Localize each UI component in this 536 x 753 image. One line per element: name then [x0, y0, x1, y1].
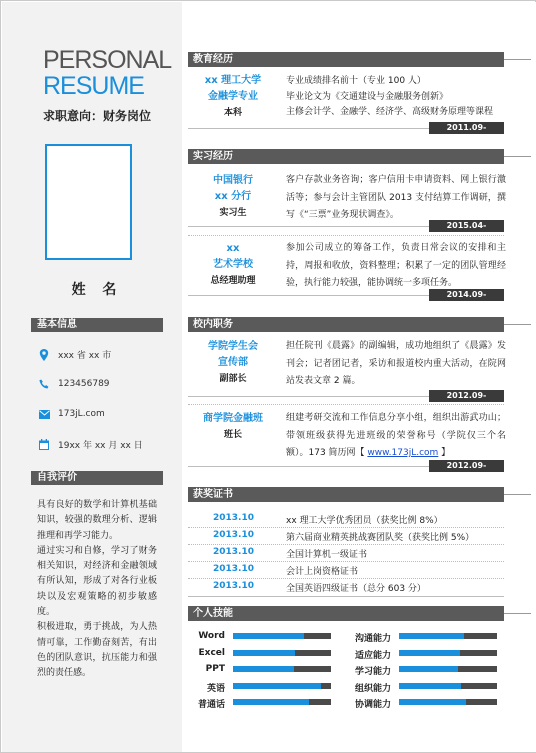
- skill-bar-fill: [233, 683, 321, 689]
- campus-1-date: 2012.09-2014.06: [429, 390, 504, 402]
- award-text: xx 理工大学优秀团员（获奖比例 8%）: [286, 516, 443, 526]
- campus-1-left: [188, 339, 278, 387]
- award-text: 第六届商业精英挑战赛团队奖（获奖比例 5%）: [286, 533, 475, 543]
- campus-2-left: [188, 411, 278, 443]
- person-name: 姓 名: [71, 282, 123, 298]
- internship-2-date: 2014.09-2014.10: [429, 289, 504, 301]
- skill-bar-track: [399, 699, 497, 705]
- internship-1-date: 2015.04-2015.06: [429, 220, 504, 232]
- skill-bar-track: [233, 633, 331, 639]
- dotted-divider: [188, 235, 504, 236]
- skill-bar-track: [233, 650, 331, 656]
- skill-label: 组织能力: [354, 683, 391, 694]
- campus-heading: 校内职务: [188, 317, 504, 332]
- dotted-divider: [188, 527, 504, 528]
- education-line: 专业成绩排名前十（专业 100 人）: [286, 76, 426, 86]
- birth-text: 19xx 年 xx 月 xx 日: [58, 441, 143, 451]
- skill-bar-fill: [233, 650, 295, 656]
- skill-label: 适应能力: [354, 650, 391, 661]
- location-pin-icon: [38, 349, 50, 361]
- education-heading: 教育经历: [188, 52, 504, 67]
- internship-heading: 实习经历: [188, 149, 504, 164]
- org-name: xx: [226, 243, 240, 254]
- skill-bar-fill: [399, 633, 464, 639]
- education-line: 主修会计学、金融学、经济学、高级财务原理等课程: [286, 107, 494, 117]
- skill-label: 沟通能力: [354, 634, 391, 644]
- org-name: 学院学生会: [208, 341, 258, 352]
- divider: [188, 596, 504, 597]
- self-eval-paragraph: 积极进取，勇于挑战，为人热情可靠，工作勤奋刻苦，有出色的团队意识，抗压能力和强烈的责任感。: [37, 622, 157, 679]
- address-text: xxx 省 xx 市: [58, 351, 112, 361]
- internship-1-left: [188, 173, 278, 221]
- dotted-divider: [188, 404, 504, 405]
- campus-2-desc-tail: 】: [438, 448, 451, 458]
- campus-2-date: 2012.09-2013.06: [429, 460, 504, 472]
- website-link[interactable]: www.173jL.com: [367, 448, 439, 458]
- org-dept: 宣传部: [218, 357, 248, 368]
- email-text: 173jL.com: [58, 409, 105, 419]
- campus-1-desc: 担任院刊《晨露》的副编辑，成功地组织了《晨露》发刊会；记者团记者，采访和报道校内重大活动，在院网站发表文章 2 篇。: [286, 341, 506, 386]
- skill-bar-track: [233, 699, 331, 705]
- skill-bar-track: [399, 650, 497, 656]
- dotted-divider: [188, 561, 504, 562]
- campus-2-desc-text: 组建考研交流和工作信息分享小组，组织出游武功山；带领班级获得先进班级的荣誉称号（学院仅三个名额）。173 简历网【: [286, 413, 506, 458]
- photo-frame: [45, 144, 132, 260]
- job-intent: 求职意向：财务岗位: [43, 109, 152, 123]
- role: 实习生: [219, 208, 247, 218]
- phone-row: [38, 378, 110, 390]
- phone-icon: [38, 378, 50, 390]
- title-personal: PERSONAL: [43, 46, 172, 74]
- major-name: 金融学专业: [208, 91, 258, 102]
- internship-1-desc: 客户存款业务咨询；客户信用卡申请资料、网上银行激活等；参与会计主管团队 2013 支付结算工作调研，撰写《“三票”业务现状调查》。: [286, 175, 506, 220]
- self-eval-text: [37, 498, 157, 682]
- award-text: 全国英语四级证书（总分 603 分）: [286, 584, 426, 594]
- skill-label: PPT: [205, 664, 225, 674]
- role: 总经理助理: [210, 276, 256, 286]
- skill-label: 普通话: [197, 700, 225, 710]
- skill-bar-track: [399, 633, 497, 639]
- org-name: 商学院金融班: [203, 413, 263, 424]
- calendar-icon: [38, 439, 50, 451]
- internship-2-desc: 参加公司成立的筹备工作，负责日常会议的安排和主持，周报和收放，资料整理；积累了一定的团队管理经验，执行能力较强，能协调统一多项任务。: [286, 243, 506, 288]
- org-branch: xx 分行: [214, 191, 252, 202]
- education-details: [286, 74, 506, 121]
- skill-bar-fill: [399, 699, 466, 705]
- self-eval-paragraph: 通过实习和自修，学习了财务相关知识，对经济和金融领域有所认知，形成了对各行业板块以及宏观策略的初步敏感度。: [37, 545, 157, 618]
- education-date: 2011.09-2015.06: [429, 122, 504, 134]
- skills-heading: 个人技能: [188, 606, 504, 621]
- skill-bar-track: [233, 666, 331, 672]
- skill-label: Word: [198, 631, 225, 641]
- education-line: 毕业论文为《交通建设与金融服务创新》: [286, 91, 449, 102]
- skill-bar-fill: [399, 666, 458, 672]
- skill-bar-fill: [233, 699, 309, 705]
- skill-bar-track: [233, 683, 331, 689]
- award-date: 2013.10: [213, 547, 254, 557]
- org-name: 中国银行: [213, 175, 253, 186]
- basic-info-heading: 基本信息: [31, 318, 163, 332]
- award-text: 会计上岗资格证书: [286, 567, 359, 577]
- skill-bar-track: [399, 666, 497, 672]
- email-row: [38, 408, 105, 420]
- role: 副部长: [219, 374, 247, 384]
- skill-bar-fill: [233, 633, 304, 639]
- awards-heading: 获奖证书: [188, 487, 504, 502]
- education-left: [188, 73, 278, 121]
- award-text: 全国计算机一级证书: [286, 550, 368, 560]
- address-row: [38, 348, 111, 361]
- dotted-divider: [188, 544, 504, 545]
- dotted-divider: [188, 578, 504, 579]
- skill-label: Excel: [198, 647, 225, 658]
- award-date: 2013.10: [213, 564, 254, 574]
- skill-label: 协调能力: [354, 700, 391, 710]
- org-branch: 艺术学校: [213, 259, 253, 270]
- skill-bar-fill: [399, 650, 460, 656]
- skill-bar-fill: [399, 683, 461, 689]
- award-date: 2013.10: [213, 581, 254, 591]
- skill-label: 英语: [206, 683, 225, 694]
- skill-bar-fill: [233, 666, 294, 672]
- birth-row: [38, 438, 143, 451]
- award-date: 2013.10: [213, 530, 254, 540]
- award-date: 2013.10: [213, 513, 254, 523]
- title-resume: RESUME: [43, 72, 144, 100]
- internship-2-left: [188, 241, 278, 289]
- role: 班长: [223, 430, 242, 440]
- self-eval-paragraph: 具有良好的数学和计算机基础知识，较强的数理分析、逻辑推理和再学习能力。: [37, 500, 157, 541]
- skill-bar-track: [399, 683, 497, 689]
- skill-label: 学习能力: [354, 667, 391, 677]
- phone-text: 123456789: [58, 379, 110, 389]
- self-eval-heading: 自我评价: [31, 471, 163, 485]
- email-icon: [38, 408, 50, 420]
- school-name: xx 理工大学: [204, 75, 262, 86]
- degree: 本科: [223, 108, 242, 118]
- campus-2-desc: [286, 410, 506, 463]
